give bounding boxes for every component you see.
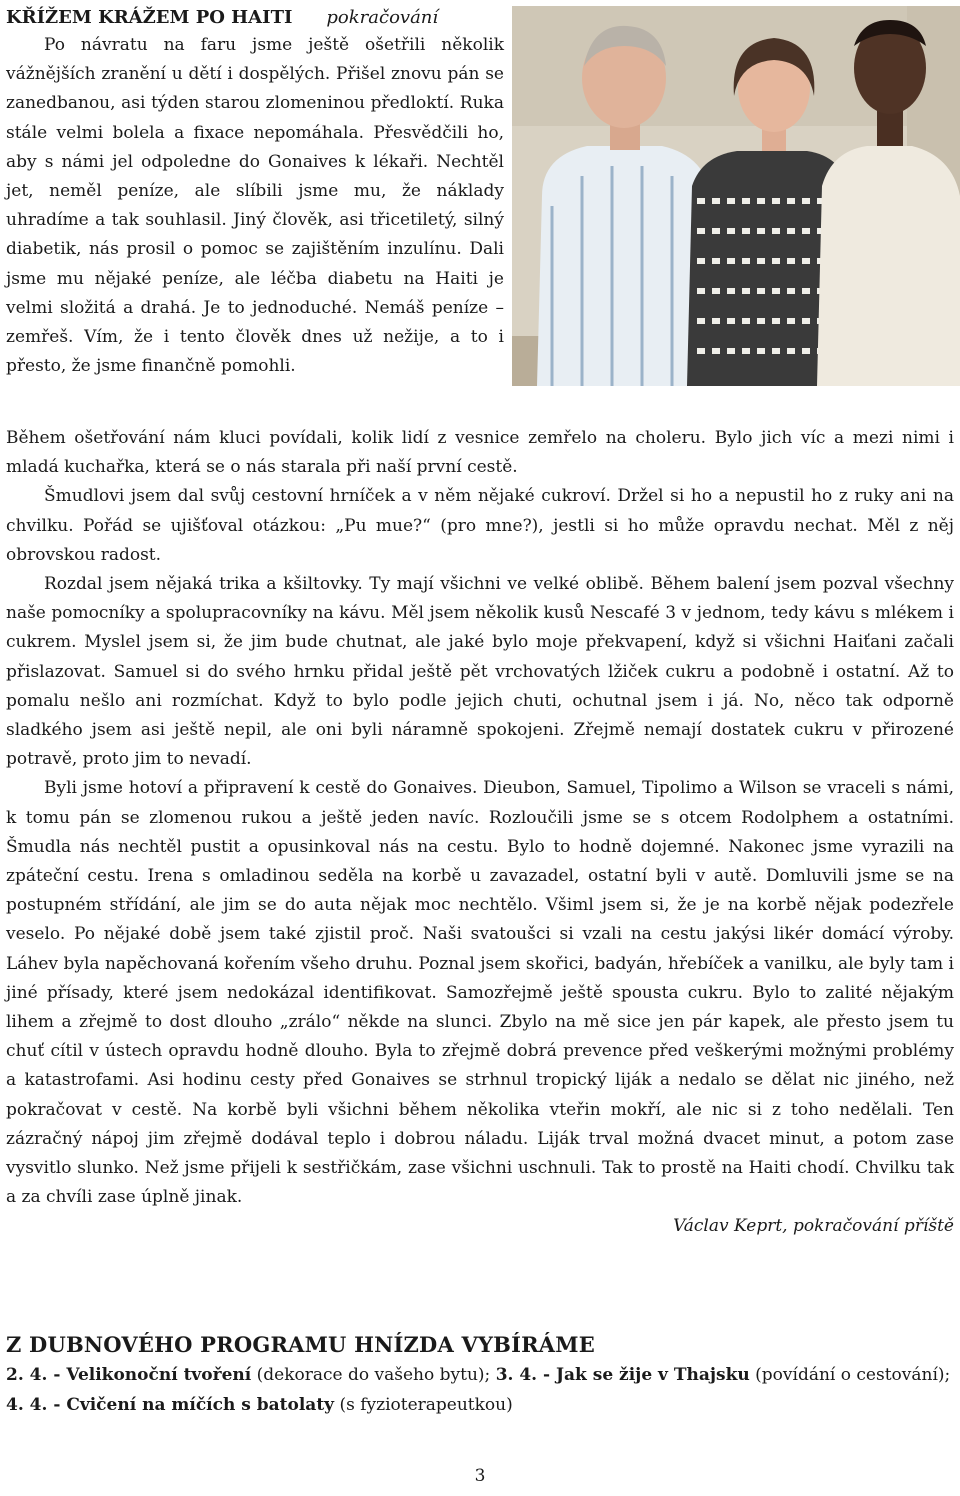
event-date: 2. 4. -	[6, 1365, 67, 1385]
event-date: 4. 4. -	[6, 1395, 67, 1415]
event-date: 3. 4. -	[495, 1365, 556, 1385]
article-heading	[6, 4, 504, 31]
program-section	[6, 1330, 954, 1420]
event-desc: (povídání o cestování);	[749, 1365, 951, 1385]
author-signature: Václav Keprt, pokračování příště	[673, 1216, 954, 1237]
event-desc: (dekorace do vašeho bytu);	[251, 1365, 496, 1385]
paragraph: Po návratu na faru jsme ještě ošetřili několik vážnějších zranění u dětí i dospělých. Přišel znovu pán se zanedbanou, asi týden starou zlomeninou předloktí. Ruka stále velmi bolela a fixace nepomáhala. Přesvědčili ho, aby s námi jel odpoledne do Gonaives k lékaři. Nechtěl jet, neměl peníze, ale slíbili jsme mu, že náklady uhradíme a tak souhlasil. Jiný člověk, asi třicetiletý, silný diabetik, nás prosil o pomoc se zajištěním inzulínu. Dali jsme mu nějaké peníze, ale léčba diabetu na Haiti je velmi složitá a drahá. Je to jednoduché. Nemáš peníze – zemřeš. Vím, že i tento člověk dnes už nežije, a to i přesto, že jsme finančně pomohli.	[6, 35, 504, 377]
event-desc: (s fyzioterapeutkou)	[334, 1395, 513, 1415]
article-intro-column	[6, 4, 504, 381]
group-photo	[512, 6, 960, 386]
program-heading: Z DUBNOVÉHO PROGRAMU HNÍZDA VYBÍRÁME	[6, 1332, 595, 1357]
paragraph: Během ošetřování nám kluci povídali, kolik lidí z vesnice zemřelo na choleru. Bylo jich víc a mezi nimi i mladá kuchařka, která se o nás starala při naší první cestě.	[6, 428, 954, 478]
article-body	[6, 424, 954, 1241]
program-list	[6, 1360, 954, 1420]
event-title: Velikonoční tvoření	[66, 1365, 252, 1385]
paragraph: Byli jsme hotoví a připravení k cestě do Gonaives. Dieubon, Samuel, Tipolimo a Wilson se vraceli s námi, k tomu pán se zlomenou rukou a ještě jeden navíc. Rozloučili jsme se s otcem Rodolphem a ostatními. Šmudla nás nechtěl pustit a opusinkoval nás na cestu. Bylo to hodně dojemné. Nakonec jsme vyrazili na zpáteční cestu. Irena s omladinou seděla na korbě u zavazadel, ostatní byli v autě. Domluvili jsme se na postupném střídání, ale jim se do auta nějak moc nechtělo. Všiml jsem si, že je na korbě nějak podezřele veselo. Po nějaké době jsem také zjistil proč. Naši svatoušci si vzali na cestu jakýsi likér domácí výroby. Láhev byla napěchovaná kořením všeho druhu. Poznal jsem skořici, badyán, hřebíček a vanilku, ale byly tam i jiné přísady, které jsem nedokázal identifikovat. Samozřejmě ještě spousta cukru. Bylo to zalité nějakým lihem a zřejmě to dost dlouho „zrálo“ někde na slunci. Zbylo na mě sice jen pár kapek, ale přesto jsem tu chuť cítil v ústech opravdu hodně dlouho. Byla to zřejmě dobrá prevence před veškerými možnými problémy a katastrofami. Asi hodinu cesty před Gonaives se strhnul tropický liják a nedalo se dělat nic jiného, než pokračovat v cestě. Na korbě byli všichni během několika vteřin mokří, ale nic si z toho nedělali. Ten zázračný nápoj jim zřejmě dodával teplo i dobrou náladu. Liják trval možná dvacet minut, a potom zase vysvitlo slunko. Než jsme přijeli k sestřičkám, zase všichni uschnuli. Tak to prostě na Haiti chodí. Chvilku tak a za chvíli zase úplně jinak.	[6, 778, 954, 1208]
page-number: 3	[474, 1466, 486, 1486]
article-title: KŘÍŽEM KRÁŽEM PO HAITI	[6, 7, 293, 28]
paragraph: Rozdal jsem nějaká trika a kšiltovky. Ty mají všichni ve velké oblibě. Během balení jsem pozval všechny naše pomocníky a spolupracovníky na kávu. Měl jsem několik kusů Nescafé 3 v jednom, tedy kávu s mlékem i cukrem. Myslel jsem si, že jim bude chutnat, ale jaké bylo moje překvapení, když si všichni Haiťani začali přislazovat. Samuel si do svého hrnku přidal ještě pět vrchovatých lžiček cukru a podobně i ostatní. Až to pomalu nešlo ani rozmíchat. Když to bylo podle jejich chuti, ochutnal jsem i já. No, něco tak odporně sladkého jsem asi ještě nepil, ale oni byli náramně spokojeni. Zřejmě nemají dostatek cukru v přirozené potravě, proto jim to nevadí.	[6, 574, 954, 770]
event-title: Cvičení na míčích s batolaty	[66, 1395, 335, 1415]
event-title: Jak se žije v Thajsku	[556, 1365, 750, 1385]
photo-illustration	[512, 6, 960, 386]
paragraph: Šmudlovi jsem dal svůj cestovní hrníček a v něm nějaké cukroví. Držel si ho a nepustil ho z ruky ani na chvilku. Pořád se ujišťoval otázkou: „Pu mue?“ (pro mne?), jestli si ho může opravdu nechat. Měl z něj obrovskou radost.	[6, 486, 954, 565]
continued-label: pokračování	[326, 7, 439, 28]
